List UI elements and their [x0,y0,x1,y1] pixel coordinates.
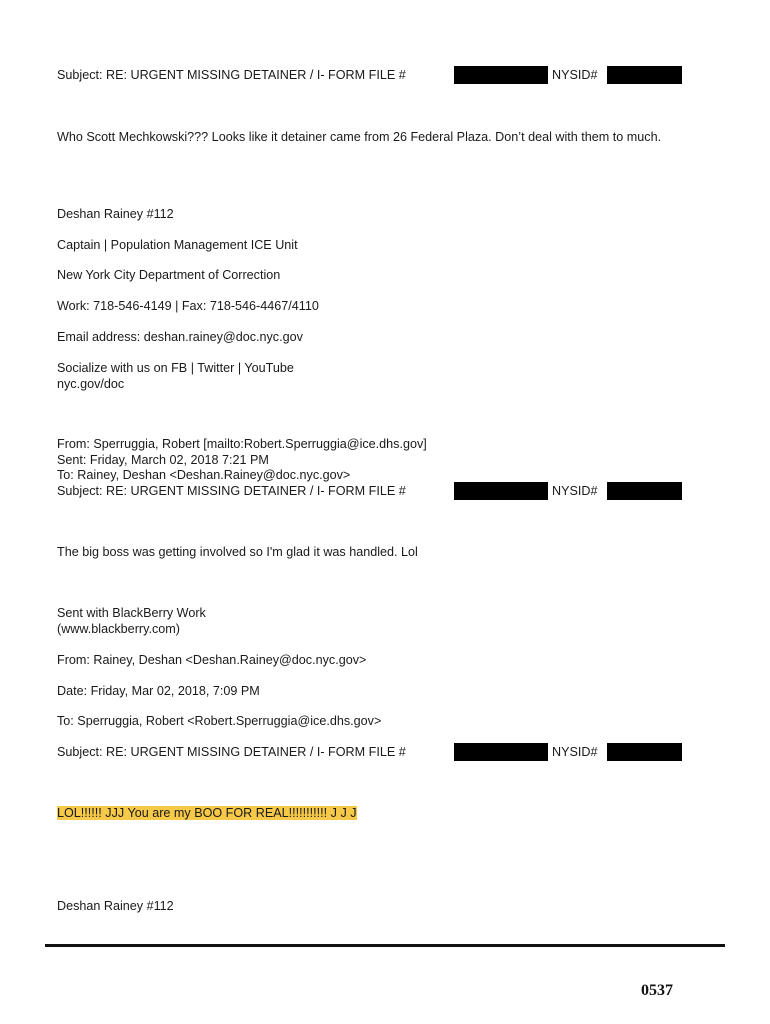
signature-social: Socialize with us on FB | Twitter | YouTube [57,361,294,375]
email1-nysid-label: NYSID# [552,68,598,82]
email2-nysid-label: NYSID# [552,484,598,498]
signature-title: Captain | Population Management ICE Unit [57,238,298,252]
email3-nysid-label: NYSID# [552,745,598,759]
email3-body-highlighted: LOL!!!!!! JJJ You are my BOO FOR REAL!!!!!!!!!!! J J J [57,806,357,820]
email2-to: To: Rainey, Deshan <Deshan.Rainey@doc.nyc.gov> [57,468,351,482]
footer-divider [45,944,725,947]
signature-name: Deshan Rainey #112 [57,207,174,221]
email3-subject-prefix: Subject: RE: URGENT MISSING DETAINER / I- FORM FILE # [57,745,406,759]
email2-sent: Sent: Friday, March 02, 2018 7:21 PM [57,453,269,467]
email3-signature-name: Deshan Rainey #112 [57,899,174,913]
redaction-nysid [607,66,682,84]
redaction-file-number [454,743,548,761]
email3-to: To: Sperruggia, Robert <Robert.Sperruggia@ice.dhs.gov> [57,714,382,728]
email1-subject [57,67,406,83]
redaction-file-number [454,66,548,84]
redaction-file-number [454,482,548,500]
signature-phones: Work: 718-546-4149 | Fax: 718-546-4467/4110 [57,299,319,313]
email2-subject-prefix: Subject: RE: URGENT MISSING DETAINER / I- FORM FILE # [57,484,406,498]
email3-body [57,805,357,821]
email2-from: From: Sperruggia, Robert [mailto:Robert.Sperruggia@ice.dhs.gov] [57,437,427,451]
email1-body: Who Scott Mechkowski??? Looks like it detainer came from 26 Federal Plaza. Don’t deal with them to much. [57,130,662,144]
page-number: 0537 [641,982,673,999]
email2-sent-with: Sent with BlackBerry Work [57,606,206,620]
redaction-nysid [607,743,682,761]
signature-email: Email address: deshan.rainey@doc.nyc.gov [57,330,303,344]
email2-sent-with-url: (www.blackberry.com) [57,622,180,636]
email3-from: From: Rainey, Deshan <Deshan.Rainey@doc.nyc.gov> [57,653,367,667]
email1-subject-prefix: Subject: RE: URGENT MISSING DETAINER / I- FORM FILE # [57,68,406,82]
email3-date: Date: Friday, Mar 02, 2018, 7:09 PM [57,684,260,698]
redaction-nysid [607,482,682,500]
signature-website: nyc.gov/doc [57,377,125,391]
email2-body: The big boss was getting involved so I'm glad it was handled. Lol [57,545,418,559]
signature-org: New York City Department of Correction [57,268,281,282]
